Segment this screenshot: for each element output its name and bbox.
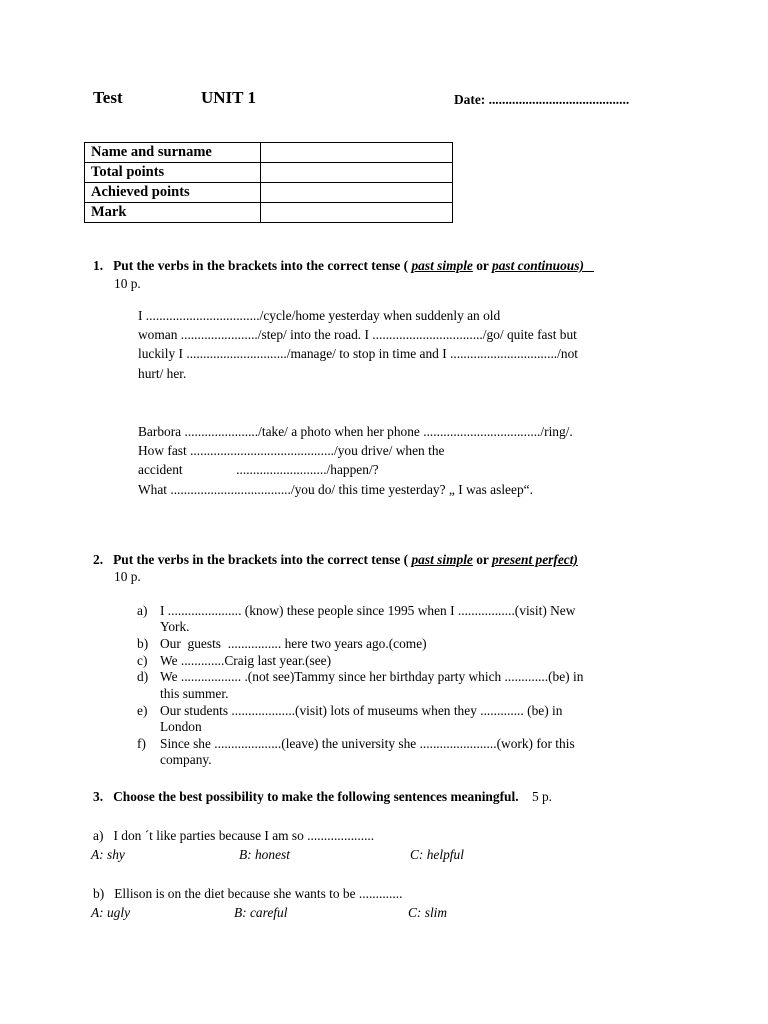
- option[interactable]: B: honest: [239, 847, 290, 862]
- list-item: We .............Craig last year.(see): [160, 653, 332, 668]
- table-row: [85, 163, 453, 183]
- list-marker: d): [137, 669, 149, 684]
- list-item-cont: London: [160, 719, 202, 734]
- list-item: Our guests ................ here two years ago.(come): [160, 636, 427, 651]
- ex3-question-a: [93, 828, 374, 844]
- ex1-line: luckily I ............................../manage/ to stop in time and I ................................/not: [138, 346, 578, 361]
- test-label: Test: [93, 88, 123, 107]
- ex2-option-1: past simple: [411, 552, 473, 567]
- total-points-field[interactable]: [261, 163, 453, 183]
- ex2-heading: [93, 552, 578, 568]
- question-marker: b): [93, 886, 105, 901]
- option[interactable]: A: ugly: [91, 905, 131, 920]
- ex1-points: 10 p.: [114, 276, 141, 291]
- ex2-points: 10 p.: [114, 569, 141, 584]
- ex2-option-2: present perfect): [492, 552, 578, 567]
- list-marker: f): [137, 736, 146, 751]
- name-surname-label: Name and surname: [85, 143, 261, 163]
- unit-title: UNIT 1: [201, 88, 256, 107]
- ex1-number: 1.: [93, 258, 104, 273]
- list-item-cont: York.: [160, 619, 190, 634]
- list-item: I ...................... (know) these people since 1995 when I .................(visit) New: [160, 603, 576, 618]
- ex1-line: Barbora ....................../take/ a photo when her phone .................................../ring/.: [138, 424, 573, 439]
- ex2-number: 2.: [93, 552, 104, 567]
- date-label: Date:: [454, 92, 486, 107]
- option[interactable]: A: shy: [91, 847, 125, 862]
- table-row: [85, 183, 453, 203]
- ex3-points: 5 p.: [531, 789, 553, 804]
- ex1-line: woman ......................./step/ into the road. I ................................./go/ quite fast but: [138, 327, 577, 342]
- list-marker: a): [137, 603, 148, 618]
- list-marker: c): [137, 653, 148, 668]
- ex1-prefix: Put the verbs in the brackets into the correct tense (: [113, 258, 409, 273]
- ex1-option-1: past simple: [411, 258, 473, 273]
- ex1-line: How fast .........................................../you drive/ when the: [138, 443, 445, 458]
- list-marker: b): [137, 636, 149, 651]
- ex2-or: or: [476, 552, 489, 567]
- question-text: I don ´t like parties because I am so ....................: [113, 828, 375, 843]
- ex3-question-b: [93, 886, 402, 902]
- total-points-label: Total points: [85, 163, 261, 183]
- list-item: Our students ...................(visit) lots of museums when they ............. (be) in: [160, 703, 563, 718]
- list-marker: e): [137, 703, 148, 718]
- option[interactable]: C: helpful: [410, 847, 464, 862]
- option[interactable]: B: careful: [234, 905, 288, 920]
- ex1-heading: [93, 258, 594, 274]
- table-row: [85, 143, 453, 163]
- ex1-line: accident .........................../happen/?: [138, 462, 379, 477]
- ex1-line: What ..................................../you do/ this time yesterday? „ I was asleep“.: [138, 482, 533, 497]
- achieved-points-field[interactable]: [261, 183, 453, 203]
- mark-field[interactable]: [261, 203, 453, 223]
- question-text: Ellison is on the diet because she wants to be .............: [114, 886, 403, 901]
- table-row: [85, 203, 453, 223]
- question-marker: a): [93, 828, 104, 843]
- option[interactable]: C: slim: [408, 905, 448, 920]
- list-item-cont: company.: [160, 752, 212, 767]
- date-field[interactable]: [454, 92, 629, 108]
- name-surname-field[interactable]: [261, 143, 453, 163]
- ex3-title: Choose the best possibility to make the following sentences meaningful.: [113, 789, 519, 804]
- list-item-cont: this summer.: [160, 686, 229, 701]
- ex3-heading: [93, 789, 552, 805]
- ex2-prefix: Put the verbs in the brackets into the correct tense (: [113, 552, 409, 567]
- list-item: Since she ....................(leave) the university she .......................(work) for this: [160, 736, 575, 751]
- ex1-line: hurt/ her.: [138, 366, 187, 381]
- ex1-option-2: past continuous): [492, 258, 584, 273]
- achieved-points-label: Achieved points: [85, 183, 261, 203]
- list-item: We .................. .(not see)Tammy since her birthday party which .............(be) in: [160, 669, 584, 684]
- ex1-or: or: [476, 258, 489, 273]
- ex1-line: I ................................../cycle/home yesterday when suddenly an old: [138, 308, 501, 323]
- student-info-table: [84, 142, 453, 223]
- ex3-number: 3.: [93, 789, 104, 804]
- mark-label: Mark: [85, 203, 261, 223]
- date-dots: ..........................................: [488, 92, 630, 107]
